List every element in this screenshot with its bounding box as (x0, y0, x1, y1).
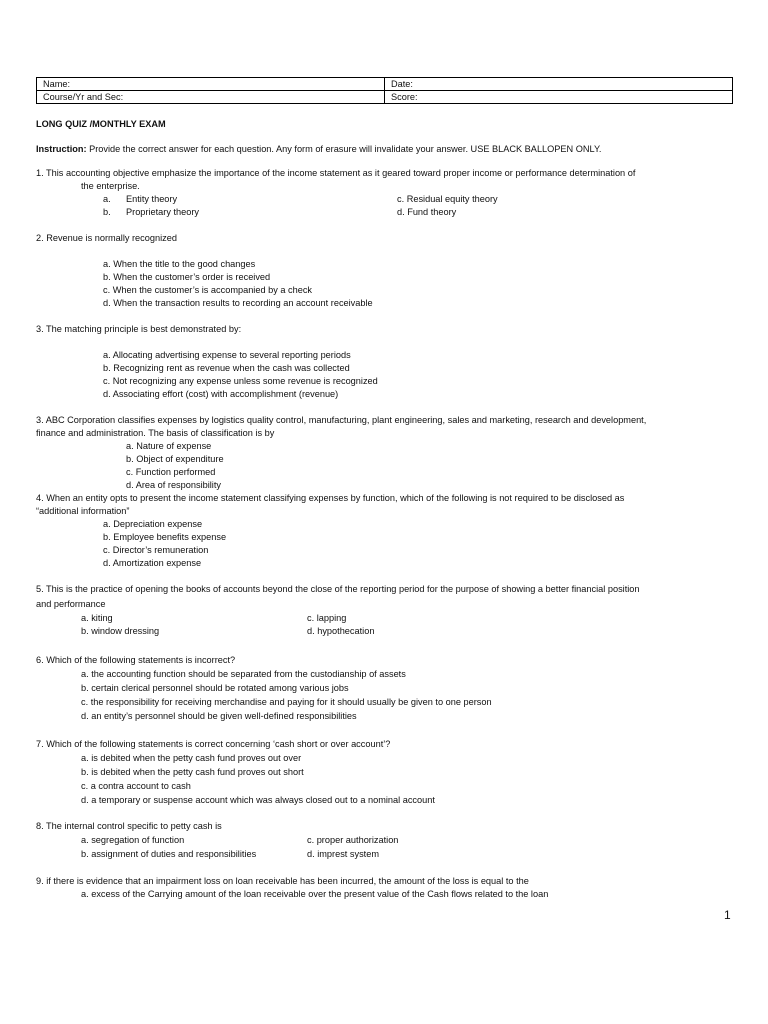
q4-option-b: b. Employee benefits expense (103, 532, 227, 542)
q8-option-b: b. assignment of duties and responsibilities (81, 849, 257, 859)
q4-option-c: c. Director’s remuneration (103, 545, 209, 555)
q6-option-a: a. the accounting function should be separated from the custodianship of assets (81, 669, 406, 679)
q2-option-a: a. When the title to the good changes (103, 259, 256, 269)
question-3b-stem: 3. ABC Corporation classifies expenses by logistics quality control, manufacturing, plant engineering, sales and marketing, research and development, (36, 415, 647, 425)
q3-option-a: a. Allocating advertising expense to several reporting periods (103, 350, 351, 360)
question-2-stem: 2. Revenue is normally recognized (36, 233, 177, 243)
q3b-option-b: b. Object of expenditure (126, 454, 224, 464)
q7-option-a: a. is debited when the petty cash fund proves out over (81, 753, 302, 763)
q1-b-marker: b. (103, 207, 111, 217)
q9-option-a: a. excess of the Carrying amount of the loan receivable over the present value of the Cash flows related to the loan (81, 889, 549, 899)
q8-option-d: d. imprest system (307, 849, 379, 859)
q2-option-c: c. When the customer’s is accompanied by a check (103, 285, 313, 295)
question-7-stem: 7. Which of the following statements is correct concerning ‘cash short or over account’? (36, 739, 391, 749)
question-5-stem: 5. This is the practice of opening the books of accounts beyond the close of the reporting period for the purpose of showing a better financial position (36, 584, 640, 594)
q3b-option-a: a. Nature of expense (126, 441, 212, 451)
student-info-table (36, 77, 733, 104)
q2-option-d: d. When the transaction results to recording an account receivable (103, 298, 373, 308)
instruction (36, 143, 601, 155)
q5-option-c: c. lapping (307, 613, 347, 623)
q3b-option-d: d. Area of responsibility (126, 480, 221, 490)
question-9-stem: 9. if there is evidence that an impairment loss on loan receivable has been incurred, the amount of the loss is equal to the (36, 876, 529, 886)
exam-title: LONG QUIZ /MONTHLY EXAM (36, 119, 166, 129)
question-4-stem: 4. When an entity opts to present the income statement classifying expenses by function, which of the following is not required to be disclosed as (36, 493, 625, 503)
q5-option-a: a. kiting (81, 613, 113, 623)
question-3-stem: 3. The matching principle is best demonstrated by: (36, 324, 242, 334)
q7-option-c: c. a contra account to cash (81, 781, 191, 791)
score-field[interactable]: Score: (385, 91, 733, 104)
q1-a-marker: a. (103, 194, 111, 204)
question-8-stem: 8. The internal control specific to petty cash is (36, 821, 222, 831)
question-3b-stem-cont: finance and administration. The basis of classification is by (36, 428, 275, 438)
course-field[interactable]: Course/Yr and Sec: (37, 91, 385, 104)
q2-option-b: b. When the customer’s order is received (103, 272, 271, 282)
question-5-stem-cont: and performance (36, 599, 106, 609)
date-field[interactable]: Date: (385, 78, 733, 91)
q7-option-b: b. is debited when the petty cash fund proves out short (81, 767, 304, 777)
q5-option-d: d. hypothecation (307, 626, 375, 636)
q3b-option-c: c. Function performed (126, 467, 216, 477)
instruction-text: Provide the correct answer for each question. Any form of erasure will invalidate your answer. USE BLACK BALLOPEN ONLY. (89, 144, 602, 154)
q1-option-a: Entity theory (126, 194, 178, 204)
q7-option-d: d. a temporary or suspense account which was always closed out to a nominal account (81, 795, 435, 805)
q4-option-d: d. Amortization expense (103, 558, 202, 568)
q8-option-c: c. proper authorization (307, 835, 399, 845)
q6-option-d: d. an entity’s personnel should be given well-defined responsibilities (81, 711, 357, 721)
q4-option-a: a. Depreciation expense (103, 519, 203, 529)
instruction-label: Instruction: (36, 144, 87, 154)
q3-option-b: b. Recognizing rent as revenue when the cash was collected (103, 363, 350, 373)
q5-option-b: b. window dressing (81, 626, 160, 636)
page-number: 1 (724, 908, 731, 922)
q3-option-c: c. Not recognizing any expense unless some revenue is recognized (103, 376, 378, 386)
q6-option-b: b. certain clerical personnel should be rotated among various jobs (81, 683, 349, 693)
q1-option-c: c. Residual equity theory (397, 194, 498, 204)
q6-option-c: c. the responsibility for receiving merchandise and paying for it should usually be given to one person (81, 697, 492, 707)
q8-option-a: a. segregation of function (81, 835, 185, 845)
q1-option-d: d. Fund theory (397, 207, 457, 217)
question-1-stem: 1. This accounting objective emphasize the importance of the income statement as it geared toward proper income or performance determination of (36, 168, 636, 178)
question-6-stem: 6. Which of the following statements is incorrect? (36, 655, 236, 665)
question-1-stem-cont: the enterprise. (81, 181, 140, 191)
q1-option-b: Proprietary theory (126, 207, 200, 217)
question-4-stem-cont: “additional information” (36, 506, 130, 516)
q3-option-d: d. Associating effort (cost) with accomplishment (revenue) (103, 389, 339, 399)
name-field[interactable]: Name: (37, 78, 385, 91)
